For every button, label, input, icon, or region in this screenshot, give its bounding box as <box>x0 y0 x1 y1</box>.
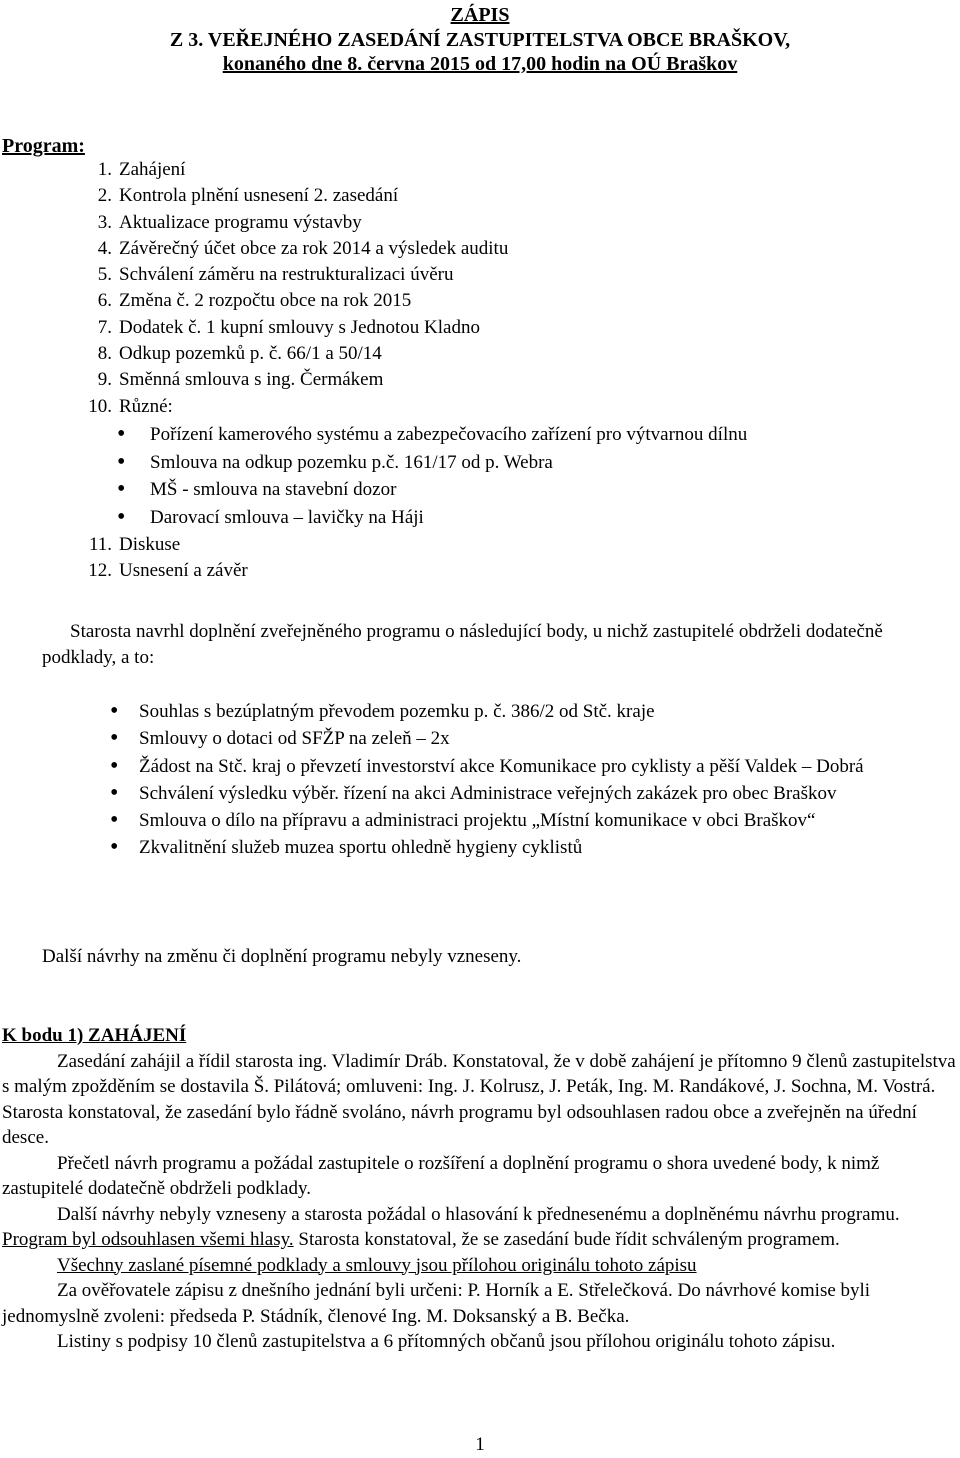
approval-statement: Program byl odsouhlasen všemi hlasy. <box>2 1229 294 1250</box>
list-item: • MŠ - smlouva na stavební dozor <box>117 476 936 504</box>
section-1-paragraph: Listiny s podpisy 10 členů zastupitelstva a 6 přítomných občanů jsou přílohou originálu tohoto zápisu. <box>57 1331 836 1352</box>
list-item: 7. Dodatek č. 1 kupní smlouvy s Jednotou Kladno <box>97 316 480 338</box>
list-item: 9. Směnná smlouva s ing. Čermákem <box>97 369 384 391</box>
list-item: 3. Aktualizace programu výstavby <box>97 211 362 233</box>
list-item: • Smlouva o dílo na přípravu a administraci projektu „Místní komunikace v obci Braškov“ <box>110 807 816 834</box>
section-1-paragraph: Za ověřovatele zápisu z dnešního jednání byli určeni: P. Horník a E. Střelečková. Do návrhové komise byli jednomyslně zvoleni: předseda P. Stádník, členové Ing. M. Doksanský a B. Bečka. <box>2 1280 871 1327</box>
list-item: 10. Různé: <box>88 395 173 417</box>
list-item: 2. Kontrola plnění usnesení 2. zasedání <box>97 185 399 207</box>
list-item: • Smlouvy o dotaci od SFŽP na zeleň – 2x <box>110 725 450 752</box>
section-1-paragraph <box>2 1253 958 1279</box>
section-1 <box>2 1023 958 1355</box>
list-item: • Zkvalitnění služeb muzea sportu ohledně hygieny cyklistů <box>110 834 583 861</box>
section-1-heading: K bodu 1) ZAHÁJENÍ <box>2 1025 187 1046</box>
proposal-intro: Starosta navrhl doplnění zveřejněného programu o následující body, u nichž zastupitelé obdrželi dodatečně podklady, a to: <box>42 621 883 668</box>
doc-meeting-date: konaného dne 8. června 2015 od 17,00 hodin na OÚ Braškov <box>222 53 738 75</box>
list-item: • Žádost na Stč. kraj o převzetí investorství akce Komunikace pro cyklisty a pěší Valdek – Dobrá <box>110 752 864 779</box>
program-list <box>76 157 936 584</box>
proposal-list <box>110 698 960 862</box>
ruzne-sublist <box>117 421 936 532</box>
list-item: 11. Diskuse <box>88 533 181 555</box>
proposal-closing: Další návrhy na změnu či doplnění programu nebyly vzneseny. <box>42 946 522 967</box>
list-item: 12. Usnesení a závěr <box>88 560 248 582</box>
page-number: 1 <box>475 1434 485 1455</box>
section-1-paragraph: Další návrhy nebyly vzneseny a starosta požádal o hlasování k přednesenému a doplněnému návrhu programu. Program byl odsouhlasen všemi hlasy. Starosta konstatoval, že se zasedání bude řídit schváleným programem. <box>2 1203 900 1250</box>
program-label: Program: <box>2 135 85 157</box>
list-item: • Pořízení kamerového systému a zabezpečovacího zařízení pro výtvarnou dílnu <box>117 421 936 449</box>
list-item: 1. Zahájení <box>97 159 186 180</box>
attachments-note: Všechny zaslané písemné podklady a smlouvy jsou přílohou originálu tohoto zápisu <box>57 1254 697 1276</box>
header <box>0 0 960 77</box>
doc-title: ZÁPIS <box>450 4 510 26</box>
ruzne-sublist-wrapper <box>76 421 936 532</box>
list-item: • Souhlas s bezúplatným převodem pozemku p. č. 386/2 od Stč. kraje <box>110 698 655 724</box>
list-item: • Smlouva na odkup pozemku p.č. 161/17 od p. Webra <box>117 449 936 477</box>
doc-subtitle: Z 3. VEŘEJNÉHO ZASEDÁNÍ ZASTUPITELSTVA OBCE BRAŠKOV, <box>169 28 791 51</box>
list-item: 6. Změna č. 2 rozpočtu obce na rok 2015 <box>97 290 412 312</box>
list-item: 4. Závěrečný účet obce za rok 2014 a výsledek auditu <box>97 237 509 259</box>
list-item: 8. Odkup pozemků p. č. 66/1 a 50/14 <box>97 343 382 365</box>
list-item: 5. Schválení záměru na restrukturalizaci úvěru <box>97 264 454 286</box>
list-item: • Darovací smlouva – lavičky na Háji <box>117 504 936 532</box>
section-1-paragraph: Zasedání zahájil a řídil starosta ing. Vladimír Dráb. Konstatoval, že v době zahájení je přítomno 9 členů zastupitelstva s malým zpožděním se dostavila Š. Pilátová; omluveni: Ing. J. Kolrusz, J. Peták, Ing. M. Randákové, J. Sochna, M. Vostrá. Starosta konstatoval, že zasedání bylo řádně svoláno, návrh programu byl odsouhlasen radou obce a zveřejněn na úřední desce. <box>2 1050 956 1148</box>
section-1-paragraph: Přečetl návrh programu a požádal zastupitele o rozšíření a doplnění programu o shora uvedené body, k nimž zastupitelé dodatečně obdrželi podklady. <box>2 1152 880 1199</box>
list-item: • Schválení výsledku výběr. řízení na akci Administrace veřejných zakázek pro obec Braškov <box>110 779 837 806</box>
